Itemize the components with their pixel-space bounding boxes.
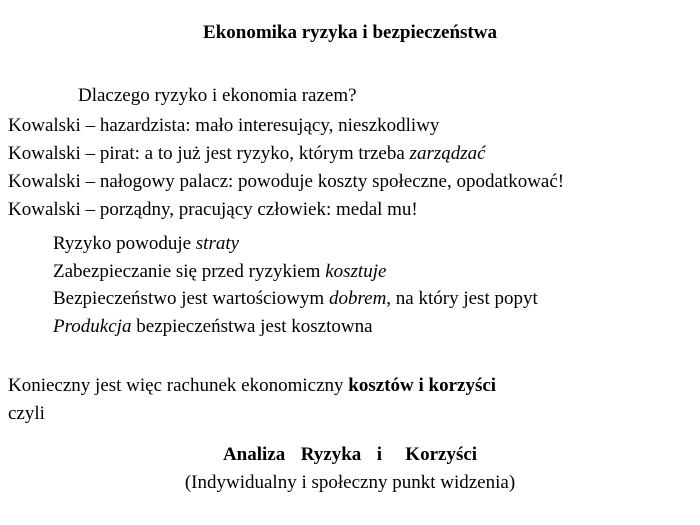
risk-line-protection-cost: Zabezpieczanie się przed ryzykiem kosztuje: [53, 260, 387, 282]
emphasis-costs: kosztuje: [325, 260, 387, 282]
kowalski-line-pirate: Kowalski – pirat: a to już jest ryzyko, którym trzeba zarządzać: [8, 143, 486, 164]
question-text: Dlaczego ryzyko i ekonomia razem?: [78, 85, 357, 106]
risk-line-security-good: Bezpieczeństwo jest wartościowym dobrem, na który jest popyt: [53, 288, 538, 309]
kowalski-line-smoker: Kowalski – nałogowy palacz: powoduje koszty społeczne, opodatkować!: [8, 171, 565, 192]
conclusion-line-1: Konieczny jest więc rachunek ekonomiczny kosztów i korzyści: [8, 375, 497, 396]
risk-list: [53, 230, 538, 340]
analysis-heading: Analiza Ryzyka i Korzyści: [222, 444, 478, 465]
emphasis-manage: zarządzać: [409, 143, 486, 164]
risk-line-production: Produkcja bezpieczeństwa jest kosztowna: [53, 315, 373, 337]
conclusion-line-2: czyli: [8, 403, 45, 424]
emphasis-losses: straty: [195, 233, 240, 254]
emphasis-costs-benefits: kosztów i korzyści: [348, 375, 497, 396]
conclusion-text: [8, 372, 496, 428]
risk-line-losses: Ryzyko powoduje straty: [53, 233, 240, 254]
slide-title: Ekonomika ryzyka i bezpieczeństwa: [203, 22, 497, 43]
kowalski-line-worker: Kowalski – porządny, pracujący człowiek: medal mu!: [8, 199, 418, 220]
kowalski-line-gambler: Kowalski – hazardzista: mało interesujący, nieszkodliwy: [8, 115, 440, 136]
kowalski-list: [8, 112, 564, 224]
emphasis-production: Produkcja: [53, 315, 132, 337]
analysis-subheading: (Indywidualny i społeczny punkt widzenia): [184, 472, 516, 493]
emphasis-good: dobrem: [328, 288, 387, 309]
